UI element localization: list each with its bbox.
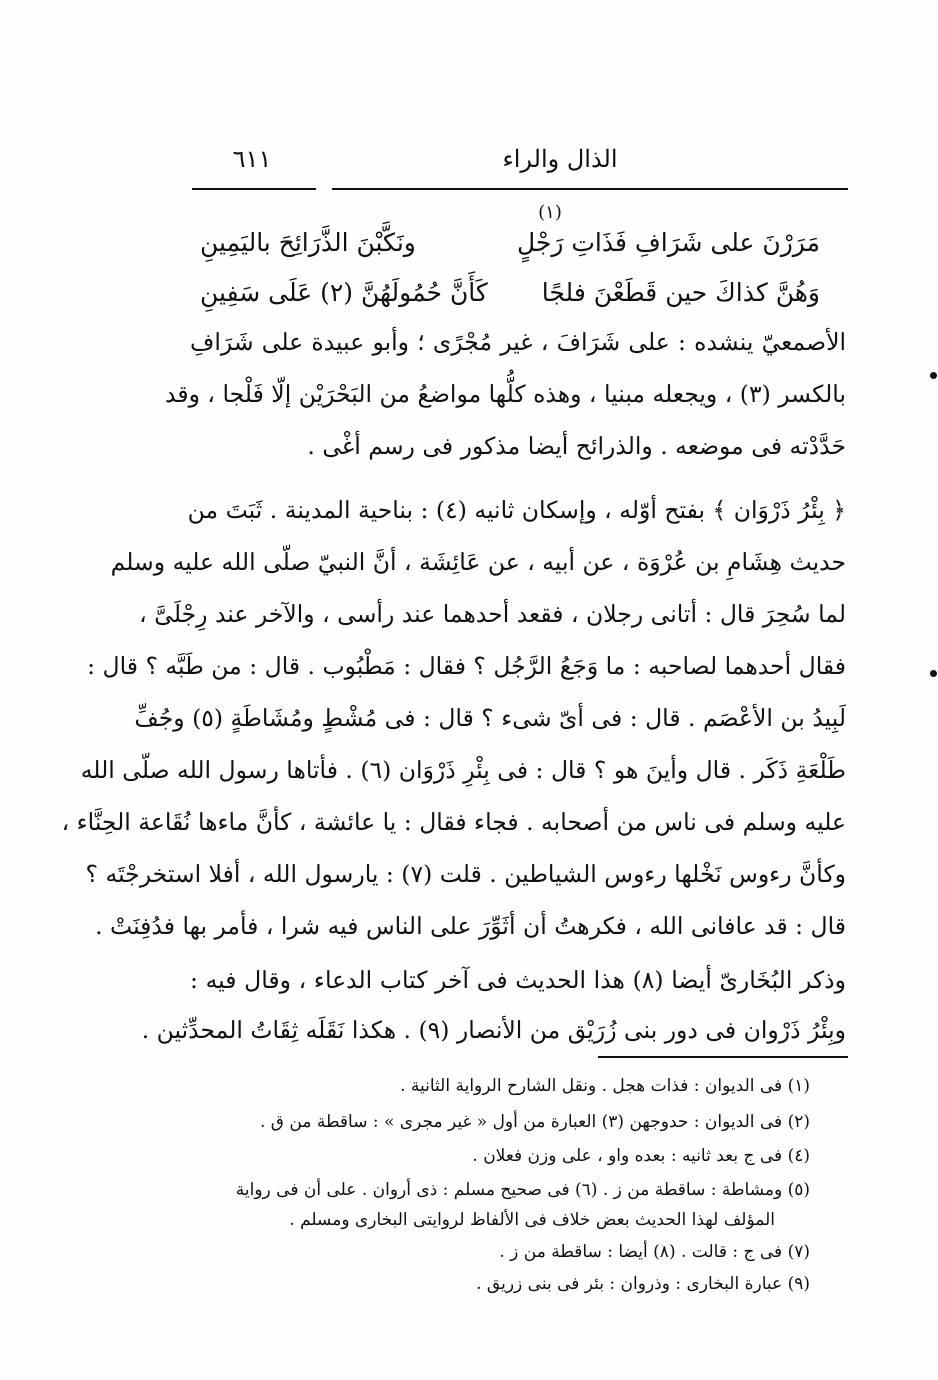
margin-dot <box>930 372 937 379</box>
header-rule-right <box>332 188 848 190</box>
entry-line: لما سُحِرَ قال : أتانى رجلان ، فقعد أحدهما عند رأسى ، والآخر عند رِجْلَىَّ ، <box>139 600 846 628</box>
verse-second-hemistich: كَأَنَّ حُمُولَهُنَّ (٢) عَلَى سَفِينِ <box>200 278 488 307</box>
entry-line: حديث هِشَامِ بن عُرْوَة ، عن أبيه ، عن عَائِشَة ، أنَّ النبيّ صلّى الله عليه وسلم <box>110 548 846 576</box>
footnote: (١) فى الديوان : فذات هجل . ونقل الشارح الرواية الثانية . <box>400 1076 810 1096</box>
entry-line: فقال أحدهما لصاحبه : ما وَجَعُ الرَّجُل ؟ فقال : مَطْبُوب . قال : من طَبَّه ؟ قال : <box>87 652 846 680</box>
page-number: ٦١١ <box>232 145 272 173</box>
body-line: بالكسر (٣) ، ويجعله مبنيا ، وهذه كلُّها مواضعُ من البَحْرَيْن إلّا فَلْجا ، وقد <box>165 380 846 408</box>
verse-second-hemistich: ونَكَّبْنَ الذَّرَائِحَ باليَمِينِ <box>200 228 416 257</box>
header-rule-left <box>192 188 316 190</box>
entry-line: ﴿ بِئْرُ ذَرْوَان ﴾ بفتح أوّله ، وإسكان ثانيه (٤) : بناحية المدينة . ثَبَتَ من <box>187 496 846 524</box>
footnote: (٥) ومشاطة : ساقطة من ز . (٦) فى صحيح مسلم : ذى أروان . على أن فى رواية <box>235 1180 810 1200</box>
verse-first-hemistich: مَرَرْنَ على شَرَافِ فَذَاتِ رَجْلٍ <box>516 228 820 257</box>
body-line: الأصمعيّ ينشده : على شَرَافَ ، غير مُجْرًى ؛ وأبو عبيدة على شَرَافِ <box>190 328 846 356</box>
body-line: حَدَّدْته فى موضعه . والذرائح أيضا مذكور فى رسم أغْى . <box>307 432 846 460</box>
running-header-title: الذال والراء <box>502 145 618 173</box>
closing-line: وذكر البُخَارىّ أيضا (٨) هذا الحديث فى آخر كتاب الدعاء ، وقال فيه : <box>190 966 846 994</box>
entry-line: عليه وسلم فى ناس من أصحابه . فجاء فقال : يا عائشة ، كأنَّ ماءها نُقَاعة الحِنَّاء ، <box>61 808 846 836</box>
entry-line: قال : قد عافانى الله ، فكرهتُ أن أثَوِّرَ على الناس فيه شرا ، فأمر بها فدُفِنَتْ . <box>95 912 846 940</box>
entry-line: لَبِيدُ بن الأعْصَم . قال : فى أىّ شىء ؟ قال : فى مُشْطٍ ومُشَاطَةٍ (٥) وجُفِّ <box>134 704 846 732</box>
margin-dot <box>930 670 937 677</box>
footnote: (٧) فى ج : قالت . (٨) أيضا : ساقطة من ز . <box>499 1242 810 1262</box>
footnote-continuation: المؤلف لهذا الحديث بعض خلاف فى الألفاظ لروايتى البخارى ومسلم . <box>289 1210 775 1230</box>
footnote: (٢) فى الديوان : حدوجهن (٣) العبارة من أول « غير مجرى » : ساقطة من ق . <box>259 1112 810 1132</box>
footnote: (٩) عبارة البخارى : وذروان : بئر فى بنى زريق . <box>476 1274 810 1294</box>
poem-verse <box>200 278 820 318</box>
footnote-rule <box>598 1056 848 1058</box>
verse-first-hemistich: وَهُنَّ كذاكَ حين قَطَعْنَ فلجًا <box>541 278 820 307</box>
closing-line: وبِئْرُ ذَرْوان فى دور بنى زُرَيْق من الأنصار (٩) . هكذا نَقَلَه ثِقَاتُ المحدِّثين . <box>141 1016 846 1044</box>
entry-line: طَلْعَةِ ذَكَر . قال وأينَ هو ؟ قال : فى بِئْرِ ذَرْوَان (٦) . فأتاها رسول الله صلّى الله <box>80 756 846 784</box>
footnote: (٤) فى ج بعد ثانيه : بعده واو ، على وزن فعلان . <box>472 1146 810 1166</box>
poem-verse <box>200 228 820 268</box>
poem-footnote-marker: (١) <box>538 202 562 223</box>
entry-line: وكأنَّ رءوس نَخْلها رءوس الشياطين . قلت (٧) : يارسول الله ، أفلا استخرجْتَه ؟ <box>85 860 846 888</box>
